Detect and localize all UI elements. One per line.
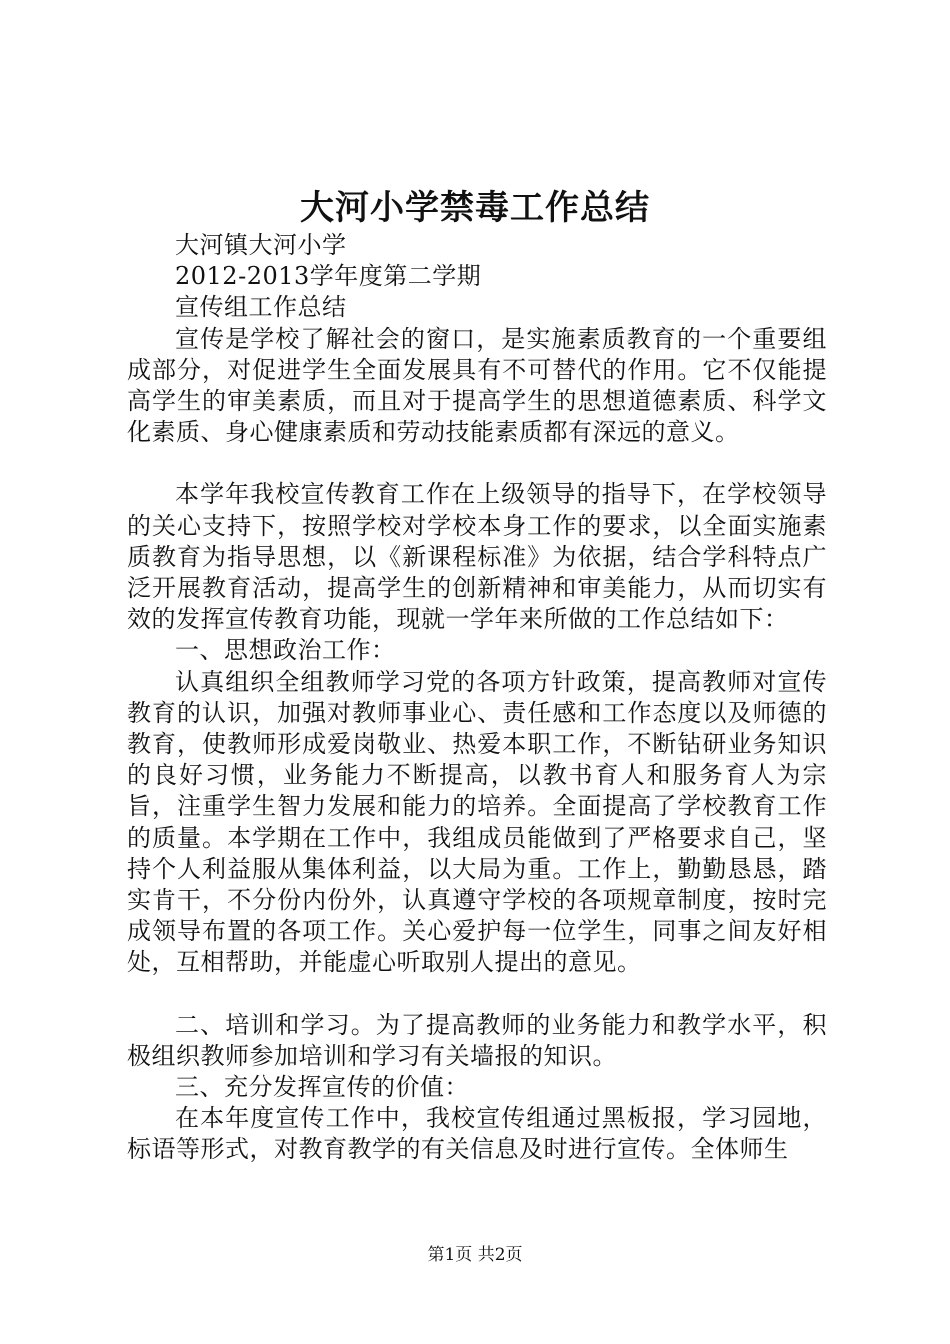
paragraph-intro: 宣传是学校了解社会的窗口，是实施素质教育的一个重要组成部分，对促进学生全面发展具有不可替代的作用。它不仅能提高学生的审美素质，而且对于提高学生的思想道德素质、科学文化素质、身心健康素质和劳动技能素质都有深远的意义。	[127, 324, 827, 447]
header-line-school: 大河镇大河小学	[175, 231, 347, 259]
paragraph-gap	[127, 448, 827, 479]
page-number-footer: 第1页 共2页	[427, 1245, 523, 1265]
paragraph-political-work: 认真组织全组教师学习党的各项方针政策，提高教师对宣传教育的认识，加强对教师事业心、责任感和工作态度以及师德的教育，使教师形成爱岗敬业、热爱本职工作，不断钻研业务知识的良好习惯，业务能力不断提高，以教书育人和服务育人为宗旨，注重学生智力发展和能力的培养。全面提高了学校教育工作的质量。本学期在工作中，我组成员能做到了严格要求自己，坚持个人利益服从集体利益，以大局为重。工作上，勤勤恳恳，踏实肯干，不分份内份外，认真遵守学校的各项规章制度，按时完成领导布置的各项工作。关心爱护每一位学生，同事之间友好相处，互相帮助，并能虚心听取别人提出的意见。	[127, 667, 827, 977]
header-line-group: 宣传组工作总结	[175, 293, 347, 322]
document-body	[127, 230, 827, 1166]
document-title: 大河小学禁毒工作总结	[300, 188, 650, 228]
section-heading-1: 一、思想政治工作：	[175, 636, 396, 665]
header-line-term: 2012-2013学年度第二学期	[175, 262, 482, 291]
paragraph-overview: 本学年我校宣传教育工作在上级领导的指导下，在学校领导的关心支持下，按照学校对学校本身工作的要求，以全面实施素质教育为指导思想，以《新课程标准》为依据，结合学科特点广泛开展教育活动，提高学生的创新精神和审美能力，从而切实有效的发挥宣传教育功能，现就一学年来所做的工作总结如下：	[127, 480, 827, 634]
paragraph-training: 二、培训和学习。为了提高教师的业务能力和教学水平，积极组织教师参加培训和学习有关墙报的知识。	[127, 1010, 827, 1070]
paragraph-gap	[127, 979, 827, 1010]
paragraph-publicity: 在本年度宣传工作中，我校宣传组通过黑板报，学习园地，标语等形式，对教育教学的有关信息及时进行宣传。全体师生	[127, 1104, 827, 1164]
section-heading-3: 三、充分发挥宣传的价值：	[175, 1073, 469, 1102]
